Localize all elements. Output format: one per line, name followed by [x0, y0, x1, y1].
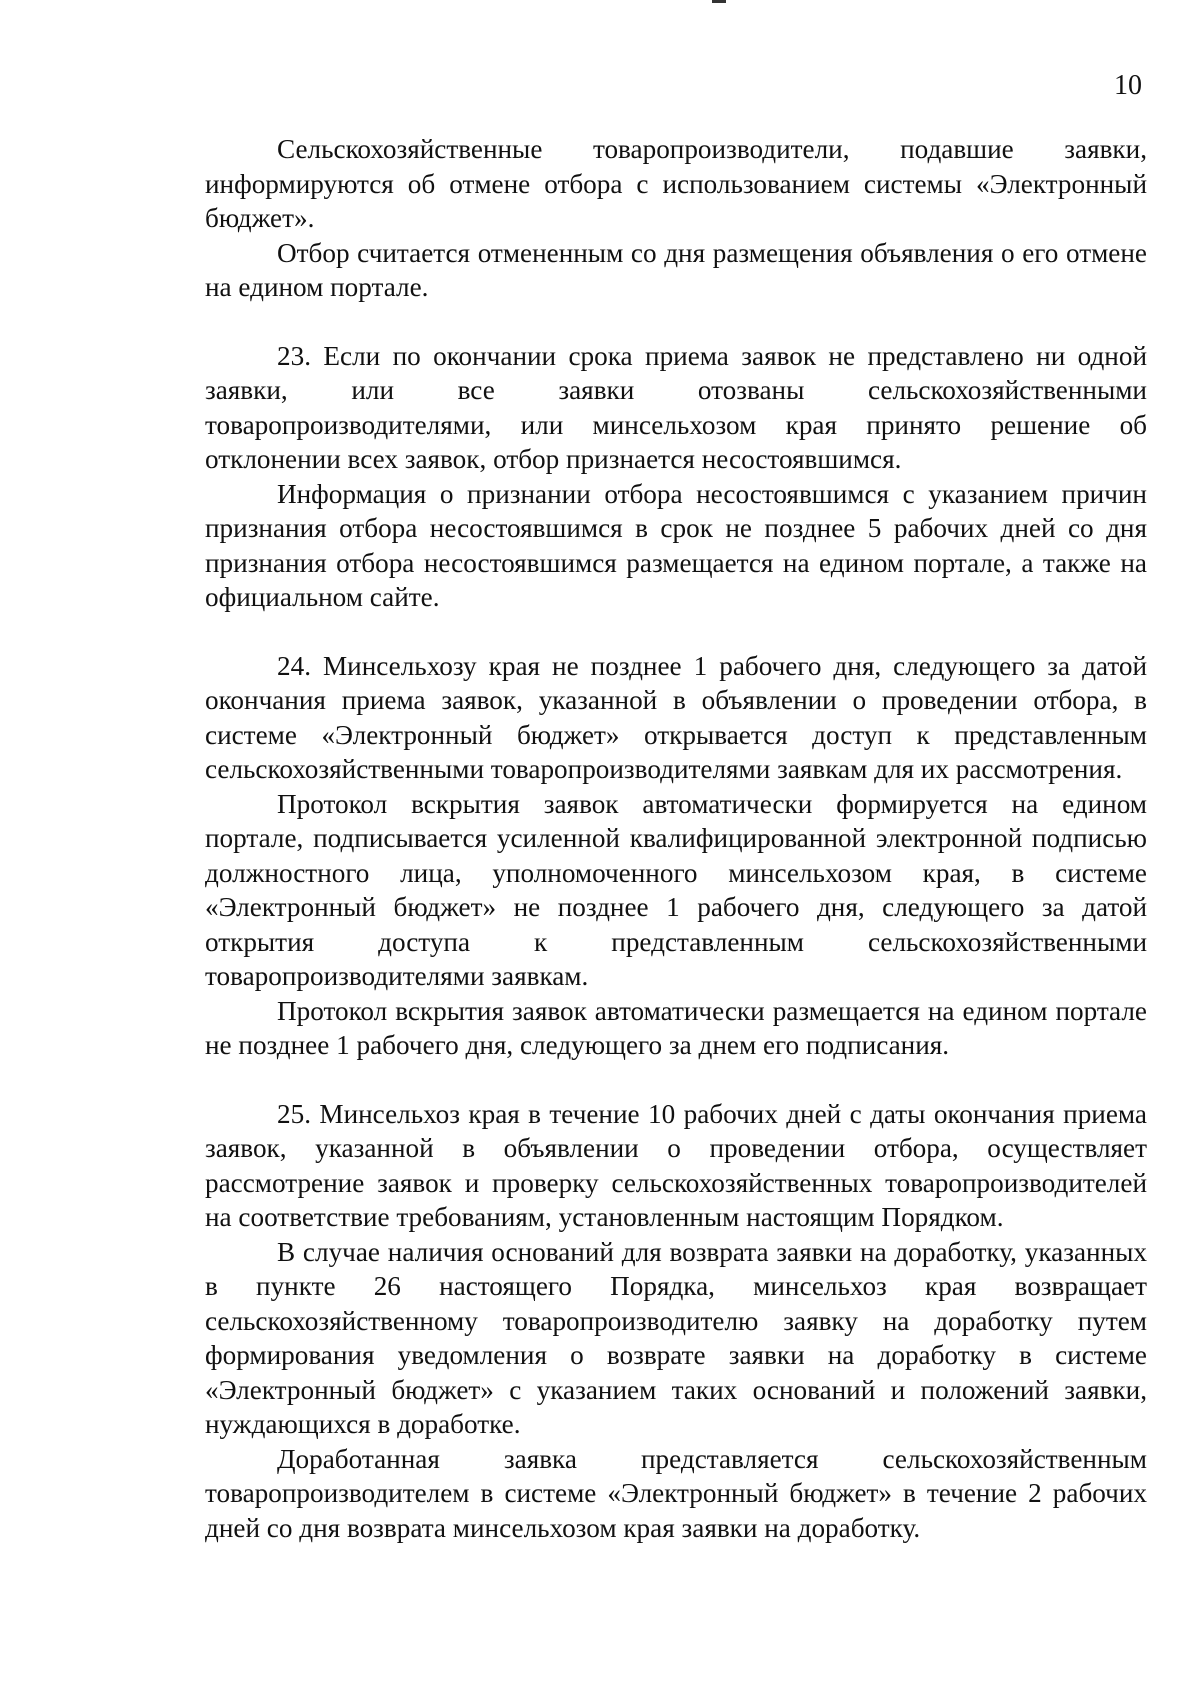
section-cancellation	[205, 132, 1147, 305]
section-24	[205, 649, 1147, 1063]
paragraph: Протокол вскрытия заявок автоматически формируется на едином портале, подписывается усиленной квалифицированной электронной подписью должностного лица, уполномоченного минсельхозом края, в системе «Электронный бюджет» не позднее 1 рабочего дня, следующего за датой открытия доступа к представленным сельскохозяйственными товаропроизводителями заявкам.	[205, 788, 1147, 991]
paragraph: Информация о признании отбора несостоявшимся с указанием причин признания отбора несостоявшимся в срок не позднее 5 рабочих дней со дня признания отбора несостоявшимся размещается на едином портале, а также на официальном сайте.	[205, 478, 1147, 612]
paragraph: Доработанная заявка представляется сельскохозяйственным товаропроизводителем в системе «Электронный бюджет» в течение 2 рабочих дней со дня возврата минсельхозом края заявки на доработку.	[205, 1443, 1147, 1543]
paragraph: Сельскохозяйственные товаропроизводители, подавшие заявки, информируются об отмене отбора с использованием системы «Электронный бюджет».	[205, 134, 1147, 233]
paragraph: Отбор считается отмененным со дня размещения объявления о его отмене на едином портале.	[205, 237, 1147, 302]
paragraph: 23. Если по окончании срока приема заявок не представлено ни одной заявки, или все заявки отозваны сельскохозяйственными товаропроизводителями, или минсельхозом края принято решение об отклонении всех заявок, отбор признается несостоявшимся.	[205, 340, 1147, 474]
paragraph: 25. Минсельхоз края в течение 10 рабочих дней с даты окончания приема заявок, указанной в объявлении о проведении отбора, осуществляет рассмотрение заявок и проверку сельскохозяйственных товаропроизводителей на соответствие требованиям, установленным настоящим Порядком.	[205, 1098, 1147, 1232]
scan-mark	[712, 0, 726, 3]
paragraph: Протокол вскрытия заявок автоматически размещается на едином портале не позднее 1 рабочего дня, следующего за днем его подписания.	[205, 995, 1147, 1060]
paragraph: В случае наличия оснований для возврата заявки на доработку, указанных в пункте 26 настоящего Порядка, минсельхоз края возвращает сельскохозяйственному товаропроизводителю заявку на доработку путем формирования уведомления о возврате заявки на доработку в системе «Электронный бюджет» с указанием таких оснований и положений заявки, нуждающихся в доработке.	[205, 1236, 1147, 1439]
document-body	[205, 132, 1147, 1545]
section-23	[205, 339, 1147, 615]
page-number: 10	[1114, 70, 1142, 101]
paragraph: 24. Минсельхозу края не позднее 1 рабочего дня, следующего за датой окончания приема заявок, указанной в объявлении о проведении отбора, в системе «Электронный бюджет» открывается доступ к представленным сельскохозяйственными товаропроизводителями заявкам для их рассмотрения.	[205, 650, 1147, 784]
section-25	[205, 1097, 1147, 1546]
